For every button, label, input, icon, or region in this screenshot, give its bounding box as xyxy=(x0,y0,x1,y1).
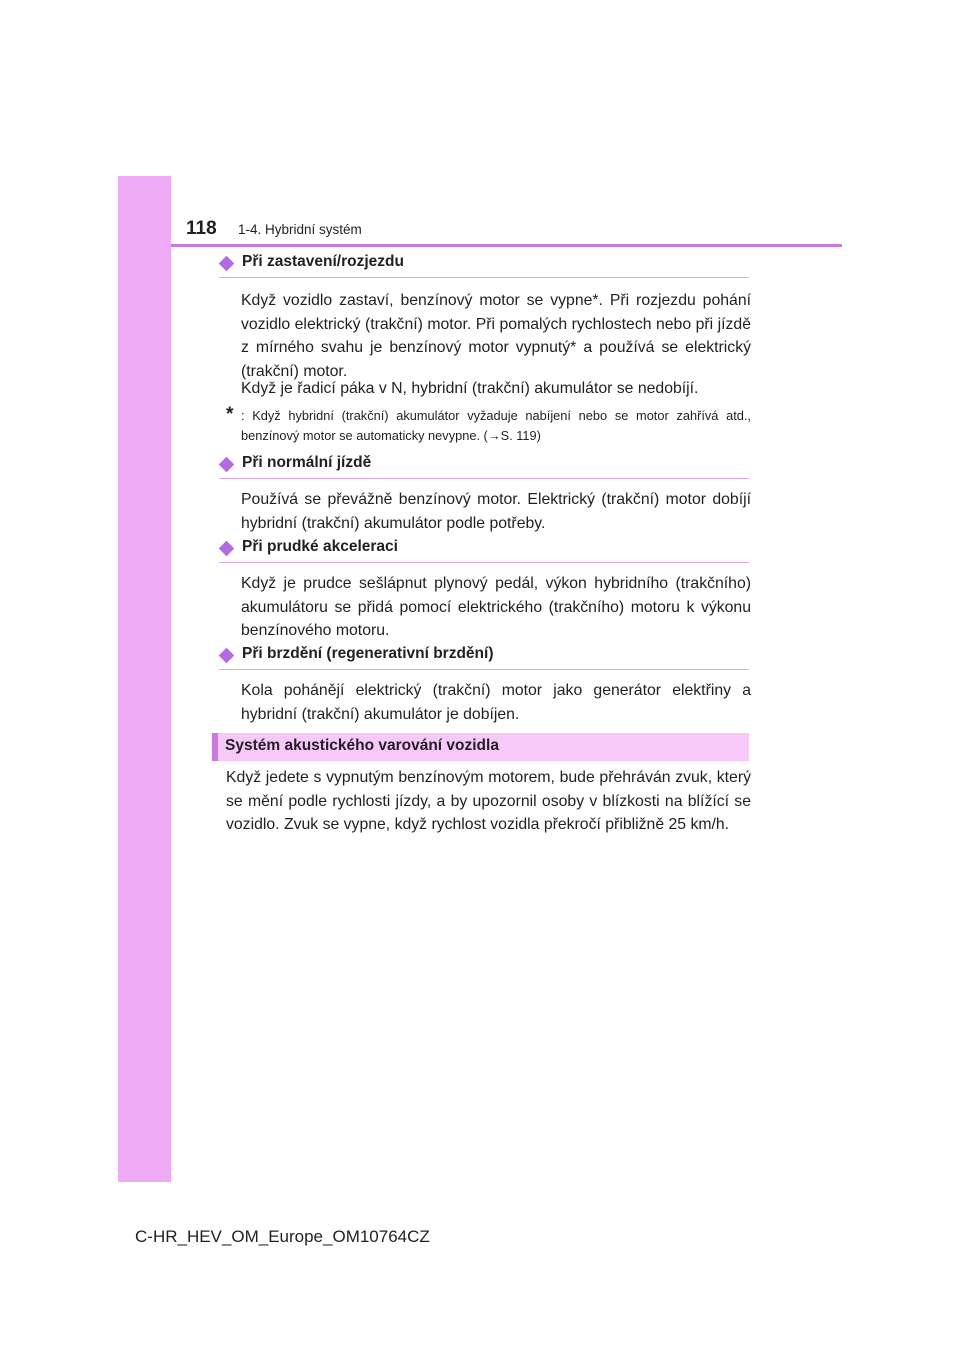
section-heading-text: Při normální jízdě xyxy=(242,454,372,471)
box-heading-accent xyxy=(212,733,218,761)
section-heading-text: Při zastavení/rozjezdu xyxy=(242,253,404,270)
box-heading-text: Systém akustického varování vozidla xyxy=(225,737,499,754)
section-heading-braking xyxy=(219,645,749,670)
paragraph: Když je prudce sešlápnut plynový pedál, výkon hybridního (trakčního) akumulátoru se přidá pomocí elektrického (trakčního) motoru k výkonu benzínového motoru. xyxy=(241,575,751,639)
paragraph: Když je řadicí páka v N, hybridní (trakční) akumulátor se nedobíjí. xyxy=(241,380,699,397)
section-heading-normal-driving xyxy=(219,454,749,479)
footnote: : Když hybridní (trakční) akumulátor vyžaduje nabíjení nebo se motor zahřívá atd., benzínový motor se automaticky nevypne. (→S. 119) xyxy=(241,408,751,443)
header-rule xyxy=(171,244,842,247)
section-heading-stop-start xyxy=(219,253,749,278)
paragraph: Když jedete s vypnutým benzínovým motorem, bude přehráván zvuk, který se mění podle rychlosti jízdy, a by upozornil osoby v blízkosti na blížící se vozidlo. Zvuk se vypne, když rychlost vozidla překročí přibližně 25 km/h. xyxy=(226,769,751,833)
side-tab-bar xyxy=(118,176,171,1182)
section-heading-text: Při brzdění (regenerativní brzdění) xyxy=(242,645,494,662)
paragraph: Kola pohánějí elektrický (trakční) motor jako generátor elektřiny a hybridní (trakční) akumulátor je dobíjen. xyxy=(241,682,751,723)
section-heading-text: Při prudké akceleraci xyxy=(242,538,398,555)
chapter-title: 1-4. Hybridní systém xyxy=(238,222,362,237)
footnote-asterisk: * xyxy=(226,404,234,425)
diamond-bullet-icon xyxy=(219,541,235,557)
paragraph: Když vozidlo zastaví, benzínový motor se vypne*. Při rozjezdu pohání vozidlo elektrický (trakční) motor. Při pomalých rychlostech nebo při jízdě z mírného svahu je benzínový motor vypnutý* a používá se elektrický (trakční) motor. xyxy=(241,292,751,380)
diamond-bullet-icon xyxy=(219,256,235,272)
box-section-heading xyxy=(212,733,749,761)
diamond-bullet-icon xyxy=(219,457,235,473)
document-code: C-HR_HEV_OM_Europe_OM10764CZ xyxy=(135,1227,430,1246)
section-heading-acceleration xyxy=(219,538,749,563)
paragraph: Používá se převážně benzínový motor. Elektrický (trakční) motor dobíjí hybridní (trakční) akumulátor podle potřeby. xyxy=(241,491,751,532)
diamond-bullet-icon xyxy=(219,648,235,664)
page-number: 118 xyxy=(186,218,217,239)
